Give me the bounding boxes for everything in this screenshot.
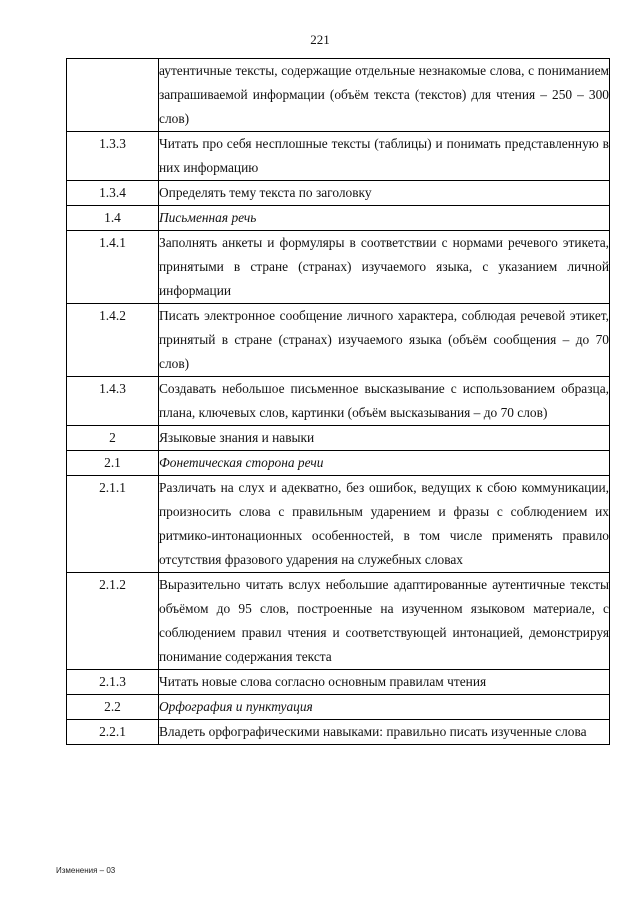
row-text: Заполнять анкеты и формуляры в соответствии с нормами речевого этикета, принятыми в стране (странах) изучаемого языка, с указанием личной информации xyxy=(159,231,610,304)
row-text: Определять тему текста по заголовку xyxy=(159,181,610,206)
table-row xyxy=(67,231,610,304)
page-number: 221 xyxy=(310,32,330,47)
row-number: 2.2.1 xyxy=(67,720,159,745)
row-text: Читать новые слова согласно основным правилам чтения xyxy=(159,670,610,695)
table-row xyxy=(67,695,610,720)
row-text: Владеть орфографическими навыками: правильно писать изученные слова xyxy=(159,720,610,745)
row-number xyxy=(67,59,159,132)
section-heading: Орфография и пунктуация xyxy=(159,695,610,720)
table-row xyxy=(67,573,610,670)
row-number: 2.1.3 xyxy=(67,670,159,695)
row-number: 2 xyxy=(67,426,159,451)
row-number: 1.4.2 xyxy=(67,304,159,377)
row-number: 1.4.3 xyxy=(67,377,159,426)
row-number: 2.1.2 xyxy=(67,573,159,670)
row-text: Различать на слух и адекватно, без ошибок, ведущих к сбою коммуникации, произносить слова с правильным ударением и фразы с соблюдением их ритмико-интонационных особенностей, в том числе применять правило отсутствия фразового ударения на служебных словах xyxy=(159,476,610,573)
table-row xyxy=(67,206,610,231)
table-body xyxy=(67,59,610,745)
row-number: 1.3.3 xyxy=(67,132,159,181)
row-text: Читать про себя несплошные тексты (таблицы) и понимать представленную в них информацию xyxy=(159,132,610,181)
table-row xyxy=(67,377,610,426)
table-row xyxy=(67,451,610,476)
row-text: Языковые знания и навыки xyxy=(159,426,610,451)
row-number: 1.4.1 xyxy=(67,231,159,304)
row-number: 2.1 xyxy=(67,451,159,476)
row-text: Создавать небольшое письменное высказывание с использованием образца, плана, ключевых слов, картинки (объём высказывания – до 70 слов) xyxy=(159,377,610,426)
table-row xyxy=(67,670,610,695)
row-text: Выразительно читать вслух небольшие адаптированные аутентичные тексты объёмом до 95 слов, построенные на изученном языковом материале, с соблюдением правил чтения и соответствующей интонацией, демонстрируя понимание содержания текста xyxy=(159,573,610,670)
table-row xyxy=(67,720,610,745)
footer-note: Изменения – 03 xyxy=(56,866,116,875)
content-table xyxy=(66,58,610,745)
row-number: 2.2 xyxy=(67,695,159,720)
table-row xyxy=(67,132,610,181)
table-row xyxy=(67,181,610,206)
row-text: аутентичные тексты, содержащие отдельные незнакомые слова, с пониманием запрашиваемой информации (объём текста (текстов) для чтения – 250 – 300 слов) xyxy=(159,59,610,132)
section-heading: Письменная речь xyxy=(159,206,610,231)
table-row xyxy=(67,476,610,573)
section-heading: Фонетическая сторона речи xyxy=(159,451,610,476)
row-number: 1.3.4 xyxy=(67,181,159,206)
row-number: 1.4 xyxy=(67,206,159,231)
table-row xyxy=(67,304,610,377)
table-row xyxy=(67,59,610,132)
row-number: 2.1.1 xyxy=(67,476,159,573)
row-text: Писать электронное сообщение личного характера, соблюдая речевой этикет, принятый в стране (странах) изучаемого языка (объём сообщения – до 70 слов) xyxy=(159,304,610,377)
table-row xyxy=(67,426,610,451)
